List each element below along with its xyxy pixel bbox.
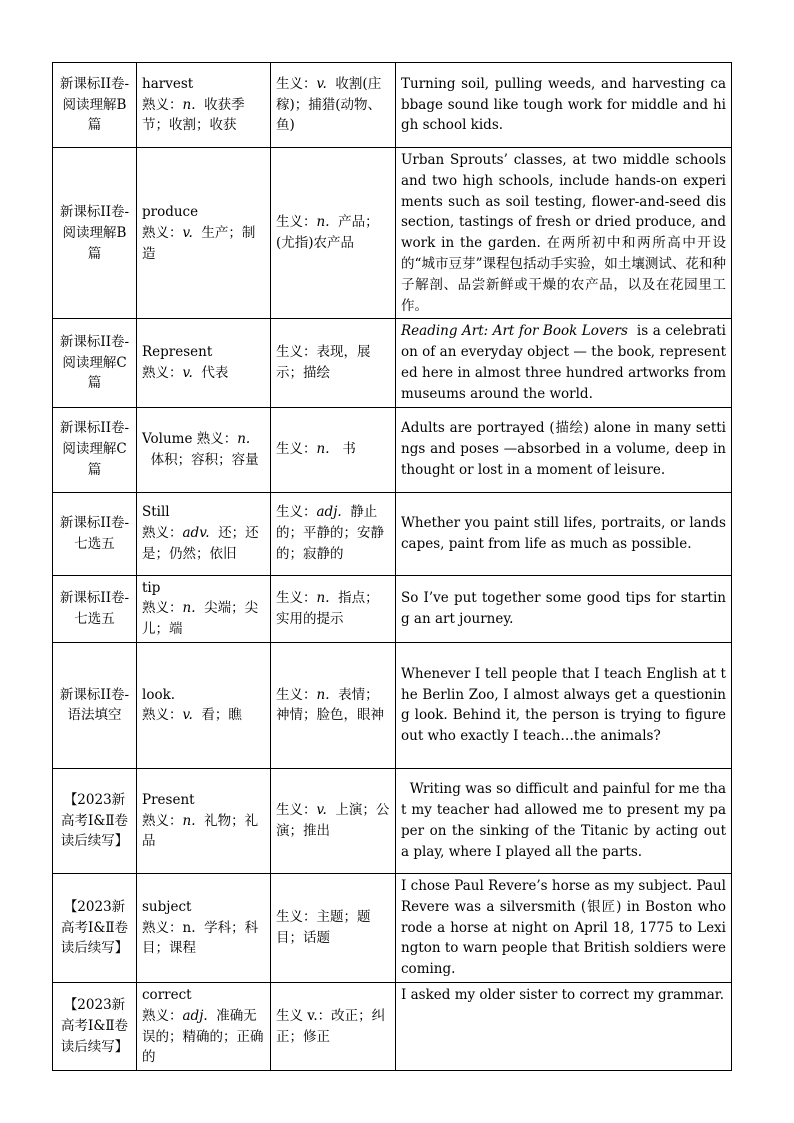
familiar-pos: adj. — [182, 1007, 208, 1024]
new-meaning-cell — [271, 642, 396, 768]
familiar-pos: adv. — [182, 525, 210, 542]
example-cell: Urban Sprouts’ classes, at two middle schools and two high schools, include hands-on experiments such as soil testing, flower-and-seed dissection, tastings of fresh or dried produce, and work in the garden. 在两所初中和两所高中开设的“城市豆芽”课程包括动手实验，如土壤测试、花和种子解剖、品尝新鲜或干燥的农产品，以及在花园里工作。 — [396, 148, 732, 319]
vocab-word: Still — [142, 504, 170, 521]
source-cell: 新课标II卷-七选五 — [53, 575, 137, 642]
table-row — [53, 575, 732, 642]
familiar-label: 熟义： — [142, 96, 183, 113]
familiar-meaning: 看；瞧 — [201, 707, 242, 724]
new-meaning-cell — [271, 407, 396, 492]
table-row — [53, 407, 732, 492]
example-text: is a celebration of an everyday object — the book, represented here in almost three hundred artworks from museums around the world. — [401, 323, 731, 402]
familiar-label: 熟义： — [142, 919, 183, 936]
familiar-meaning-cell — [137, 319, 271, 407]
new-label: 生义： — [276, 75, 317, 92]
familiar-meaning-cell — [137, 642, 271, 768]
new-meaning-cell — [271, 492, 396, 575]
new-label: 生义： — [276, 441, 317, 458]
example-cell — [396, 319, 732, 407]
new-label: 生义： — [276, 504, 317, 521]
new-label: 生义： — [276, 909, 317, 926]
familiar-meaning-cell — [137, 148, 271, 319]
familiar-meaning-cell — [137, 982, 271, 1070]
vocab-word: harvest — [142, 75, 194, 92]
vocab-word: subject — [142, 898, 192, 915]
table-row — [53, 63, 732, 148]
familiar-label: 熟义： — [142, 224, 183, 241]
familiar-pos: v. — [182, 224, 193, 241]
new-meaning: 书 — [342, 441, 356, 458]
new-pos: adj. — [316, 504, 342, 521]
new-meaning: 表情；神情；脸色，眼神 — [276, 686, 384, 724]
table-row — [53, 148, 732, 319]
source-cell: 新课标II卷-阅读理解B篇 — [53, 148, 137, 319]
new-meaning: 收割(庄稼)；捕猎(动物、鱼) — [276, 75, 382, 134]
new-meaning-cell — [271, 982, 396, 1070]
source-cell: 【2023新高考Ⅰ&Ⅱ卷 读后续写】 — [53, 768, 137, 873]
familiar-meaning: 代表 — [201, 364, 229, 381]
familiar-label: 熟义： — [196, 430, 238, 447]
new-meaning: 指点；实用的提示 — [276, 589, 379, 627]
familiar-meaning-cell — [137, 873, 271, 982]
familiar-label: 熟义： — [142, 600, 183, 617]
source-cell: 新课标II卷-七选五 — [53, 492, 137, 575]
new-label: 生义： — [276, 214, 317, 231]
new-pos: n. — [316, 589, 330, 606]
familiar-meaning: 生产；制造 — [142, 224, 256, 262]
familiar-meaning-cell — [137, 492, 271, 575]
familiar-meaning: 收获季节；收割；收获 — [142, 96, 245, 134]
example-cell: Turning soil, pulling weeds, and harvesting cabbage sound like tough work for middle and high school kids. — [396, 63, 732, 148]
new-meaning: ：改正；纠正；修正 — [276, 1007, 386, 1045]
source-cell: 新课标II卷-阅读理解B篇 — [53, 63, 137, 148]
familiar-label: 熟义： — [142, 525, 183, 542]
source-cell: 【2023新高考Ⅰ&Ⅱ卷 读后续写】 — [53, 982, 137, 1070]
new-pos: v. — [307, 1007, 318, 1024]
example-cell: Adults are portrayed (描绘) alone in many settings and poses —absorbed in a volume, deep in thought or lost in a moment of leisure. — [396, 407, 732, 492]
familiar-label: 熟义： — [142, 812, 183, 829]
new-meaning: 表现，展示；描绘 — [276, 344, 371, 381]
vocab-word: look. — [142, 686, 176, 703]
new-meaning-cell — [271, 148, 396, 319]
familiar-pos: n. — [182, 600, 196, 617]
familiar-meaning-cell — [137, 407, 271, 492]
new-label: 生义： — [276, 686, 317, 703]
vocabulary-table — [52, 62, 732, 1071]
vocab-word: produce — [142, 203, 199, 220]
familiar-label: 熟义： — [142, 1007, 183, 1024]
new-label: 生义： — [276, 802, 317, 819]
new-pos: v. — [316, 75, 327, 92]
example-cell: I chose Paul Revere’s horse as my subject. Paul Revere was a silversmith (银匠) in Boston who rode a horse at night on April 18, 1775 to Lexington to warn people that British soldiers were coming. — [396, 873, 732, 982]
new-meaning: 主题；题目；话题 — [276, 909, 371, 946]
new-pos: n. — [316, 441, 330, 458]
table-row — [53, 982, 732, 1070]
example-title: Reading Art: Art for Book Lovers — [401, 323, 628, 340]
new-meaning: 静止的；平静的；安静的；寂静的 — [276, 504, 384, 562]
new-meaning-cell — [271, 575, 396, 642]
familiar-pos: n. — [182, 919, 196, 936]
example-cell: Whether you paint still lifes, portraits, or landscapes, paint from life as much as possible. — [396, 492, 732, 575]
familiar-meaning: 学科；科目；课程 — [142, 919, 259, 957]
vocab-word: tip — [142, 579, 161, 596]
familiar-pos: n. — [182, 96, 196, 113]
new-pos: n. — [316, 214, 330, 231]
familiar-pos: n. — [237, 430, 251, 447]
example-cell: So I’ve put together some good tips for starting an art journey. — [396, 575, 732, 642]
new-meaning-cell — [271, 768, 396, 873]
vocab-word: correct — [142, 986, 192, 1003]
example-cell — [396, 768, 732, 873]
source-cell: 【2023新高考Ⅰ&Ⅱ卷 读后续写】 — [53, 873, 137, 982]
new-pos: v. — [316, 802, 327, 819]
familiar-pos: n. — [182, 812, 196, 829]
familiar-meaning: 尖端；尖儿；端 — [142, 600, 259, 638]
familiar-pos: v. — [182, 707, 193, 724]
new-meaning-cell — [271, 319, 396, 407]
source-cell: 新课标II卷-阅读理解C篇 — [53, 407, 137, 492]
table-row — [53, 768, 732, 873]
vocab-word: Represent — [142, 344, 213, 361]
vocab-word: Present — [142, 791, 195, 808]
familiar-meaning-cell — [137, 768, 271, 873]
table-row — [53, 642, 732, 768]
vocab-word: Volume — [142, 430, 197, 447]
new-pos: n. — [316, 686, 330, 703]
familiar-meaning: 礼物；礼品 — [142, 812, 259, 850]
table-row — [53, 319, 732, 407]
new-meaning: 产品；(尤指)农产品 — [276, 214, 379, 252]
example-cell: Whenever I tell people that I teach English at the Berlin Zoo, I almost always get a questioning look. Behind it, the person is trying to figure out who exactly I teach…the animals? — [396, 642, 732, 768]
source-cell: 新课标II卷-语法填空 — [53, 642, 137, 768]
table-row — [53, 873, 732, 982]
new-meaning-cell — [271, 63, 396, 148]
familiar-meaning: 还；还是；仍然；依旧 — [142, 525, 259, 562]
source-cell: 新课标II卷-阅读理解C篇 — [53, 319, 137, 407]
familiar-label: 熟义： — [142, 364, 183, 381]
example-text: Writing was so difficult and painful for me that my teacher had allowed me to present my paper on the sinking of the Titanic by acting out a play, where I played all the parts. — [401, 781, 731, 860]
new-label: 生义： — [276, 344, 317, 361]
familiar-pos: v. — [182, 364, 193, 381]
new-meaning-cell — [271, 873, 396, 982]
new-label: 生义 — [276, 1007, 308, 1024]
example-cell: I asked my older sister to correct my grammar. — [396, 982, 732, 1070]
familiar-meaning: 体积；容积；容量 — [150, 451, 259, 468]
new-label: 生义： — [276, 589, 317, 606]
familiar-meaning: 准确无误的；精确的；正确的 — [142, 1007, 264, 1066]
familiar-label: 熟义： — [142, 707, 183, 724]
familiar-meaning-cell — [137, 575, 271, 642]
table-row — [53, 492, 732, 575]
new-meaning: 上演；公演；推出 — [276, 802, 390, 839]
familiar-meaning-cell — [137, 63, 271, 148]
